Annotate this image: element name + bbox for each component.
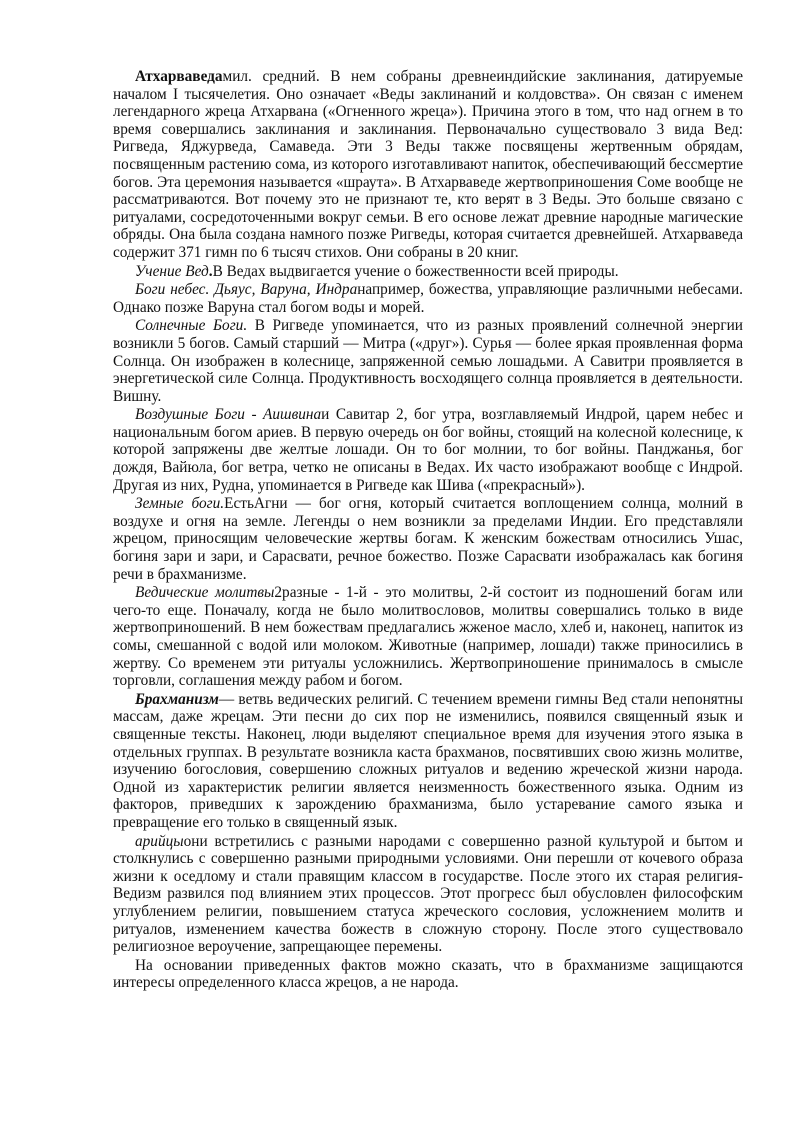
term-veda-teaching: Учение Вед: [135, 262, 209, 280]
paragraph-vedic-prayers: [113, 584, 743, 690]
term-solar-gods: Солнечные Боги.: [135, 317, 248, 335]
term-period: .: [208, 262, 213, 280]
document-page: [113, 68, 743, 993]
term-atharvaveda: Атхарваведа: [135, 68, 223, 85]
paragraph-text: 2разные - 1-й - это молитвы, 2-й состоит из подношений богам или чего-то еще. Поначалу, когда не было молитвословов, молитвы совершались только в виде жертвоприношений. В нем божествам предлагались жженое масло, хлеб и, наконец, напиток из сомы, смешанной с водой или молоком. Животные (например, лошади) также приносились в жертву. Со временем эти ритуалы усложнились. Жертвоприношение принималось в смысле торговли, соглашения между рабом и богом.: [113, 584, 743, 690]
paragraph-veda-teaching: [113, 263, 743, 281]
term-brahmanism: Брахманизм: [135, 690, 219, 708]
paragraph-text: На основании приведенных фактов можно сказать, что в брахманизме защищаются интересы определенного класса жрецов, а не народа.: [113, 956, 743, 992]
paragraph-brahmanism: [113, 691, 743, 832]
term-air-gods: Воздушные Боги - Аишвина: [135, 406, 322, 424]
paragraph-text: В Ригведе упоминается, что из разных проявлений солнечной энергии возникли 5 богов. Самый старший — Митра («друг»). Сурья — более яркая проявленная форма Солнца. Он изображен в колеснице, запряженной семью лошадьми. А Савитри проявляется в энергетической силе Солнца. Продуктивность восходящего солнца проявляется в деятельности. Вишну.: [113, 317, 743, 405]
paragraph-aryans: [113, 833, 743, 956]
paragraph-solar-gods: [113, 317, 743, 405]
term-sky-gods: Боги небес. Дьяус, Варуна, Индра: [135, 281, 358, 299]
paragraph-text: ЕстьАгни — бог огня, который считается воплощением солнца, молний в воздухе и огня на земле. Легенды о нем возникли за пределами Индии. Его представляли жрецом, приносящим человеческие жертвы богам. К женским божествам относились Ушас, богиня зари и зари, и Сарасвати, речное божество. Позже Сарасвати изображалась как богиня речи в брахманизме.: [113, 495, 743, 583]
paragraph-text: В Ведах выдвигается учение о божественности всей природы.: [212, 262, 619, 280]
paragraph-sky-gods: [113, 281, 743, 316]
paragraph-atharvaveda: [113, 68, 743, 262]
paragraph-air-gods: [113, 406, 743, 494]
term-earth-gods: Земные боги.: [135, 495, 225, 513]
term-vedic-prayers: Ведические молитвы: [135, 584, 275, 602]
paragraph-conclusion: [113, 957, 743, 992]
paragraph-text: они встретились с разными народами с совершенно разной культурой и бытом и столкнулись с совершенно разными природными условиями. Они перешли от кочевого образа жизни к оседлому и стали правящим классом в государстве. После этого их старая религия- Ведизм развился под влиянием этих процессов. Этот прогресс был обусловлен философским углублением религии, повышением статуса жреческого сословия, усложнением молитв и ритуалов, изменением качества божеств в сложную сторону. После этого существовало религиозное вероучение, запрещающее перемены.: [113, 832, 743, 956]
term-aryans: арийцы: [135, 832, 184, 850]
paragraph-text: и Савитар 2, бог утра, возглавляемый Индрой, царем небес и национальным богом ариев. В первую очередь он бог войны, стоящий на колесной колеснице, к которой запряжены две желтые лошади. Он то бог молнии, то бог войны. Панджанья, бог дождя, Вайюла, бог ветра, четко не описаны в Ведах. Их часто изображают вообще с Индрой. Другая из них, Рудна, упоминается в Ригведе как Шива («прекрасный»).: [113, 406, 744, 494]
paragraph-earth-gods: [113, 495, 743, 583]
paragraph-text: мил. средний. В нем собраны древнеиндийские заклинания, датируемые началом I тысячелетия. Оно означает «Веды заклинаний и колдовства». Он связан с именем легендарного жреца Атхарвана («Огненного жреца»). Причина этого в том, что над огнем в то время совершались заклинания и заклинания. Первоначально существовало 3 вида Вед: Ригведа, Яджурведа, Самаведа. Эти 3 Веды также посвящены жертвенным обрядам, посвященным растению сома, из которого изготавливают напиток, обеспечивающий бессмертие богов. Эта церемония называется «шраута». В Атхарваведе жертвоприношения Соме вообще не рассматриваются. Вот почему это не признают те, кто верят в 3 Веды. Это больше связано с ритуалами, сосредоточенными вокруг семьи. В его основе лежат древние народные магические обряды. Она была создана намного позже Ригведы, которая считается древнейшей. Атхарваведа содержит 371 гимн по 6 тысяч стихов. Они собраны в 20 книг.: [113, 68, 743, 261]
paragraph-text: например, божества, управляющие различными небесами. Однако позже Варуна стал богом воды и морей.: [113, 281, 743, 316]
paragraph-text: — ветвь ведических религий. С течением времени гимны Вед стали непонятны массам, даже жрецам. Эти песни до сих пор не изменились, появился священный язык и священные тексты. Наконец, люди выделяют специальное время для изучения этого языка в отдельных группах. В результате возникла каста брахманов, посвятивших свою жизнь молитве, изучению богословия, совершению сложных ритуалов и ведению жреческой жизни народа. Одной из характеристик религии является неизменность божественного языка. Одним из факторов, приведших к зарождению брахманизма, было устаревание самого языка и превращение его только в священный язык.: [113, 690, 743, 831]
